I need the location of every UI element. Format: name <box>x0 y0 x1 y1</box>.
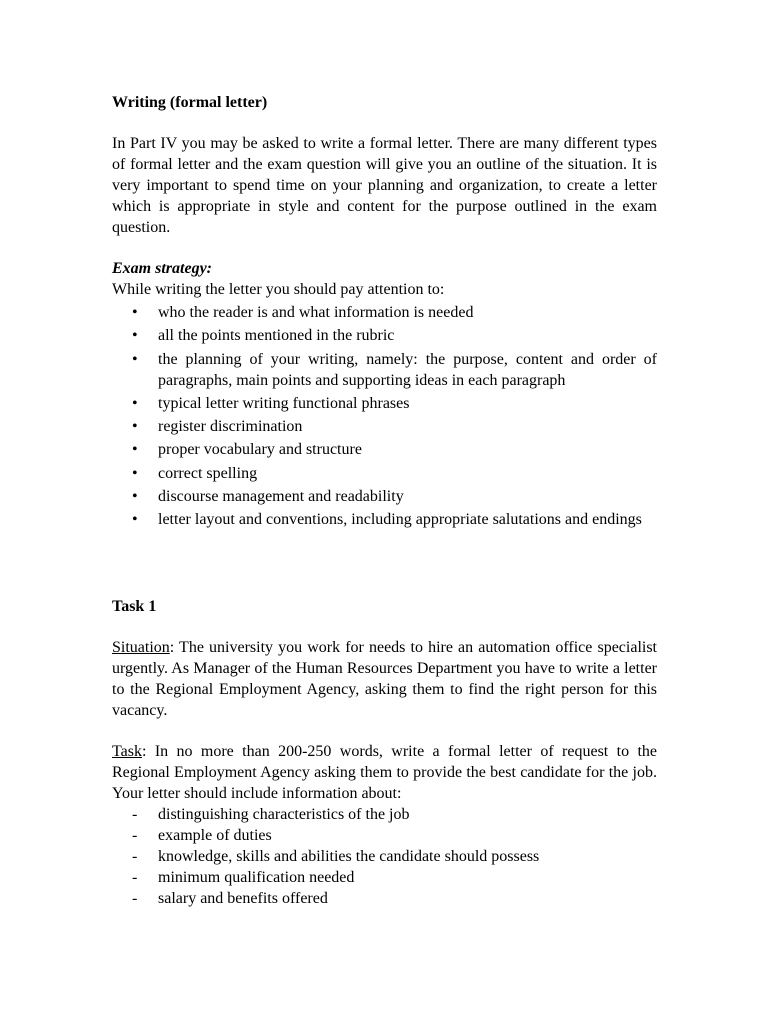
list-item <box>112 825 657 846</box>
bullet-icon: • <box>132 327 138 345</box>
situation-text: : The university you work for needs to hire an automation office specialist urgently. As Manager of the Human Resources Department you have to write a letter to the Regional Employment Agency, asking them to find the right person for this vacancy. <box>112 638 657 719</box>
list-item-text: correct spelling <box>158 464 258 482</box>
list-item-text: salary and benefits offered <box>158 889 328 907</box>
list-item <box>112 463 657 484</box>
task-list <box>112 804 657 909</box>
bullet-icon: • <box>132 464 138 482</box>
list-item <box>112 888 657 909</box>
task-label: Task <box>112 742 142 760</box>
list-item-text: distinguishing characteristics of the job <box>158 805 410 823</box>
list-item <box>112 349 657 391</box>
list-item-text: all the points mentioned in the rubric <box>158 327 395 345</box>
bullet-icon: • <box>132 511 138 529</box>
list-item-text: the planning of your writing, namely: the purpose, content and order of paragraphs, main points and supporting ideas in each paragraph <box>158 350 657 389</box>
spacer <box>112 721 657 741</box>
strategy-lead: While writing the letter you should pay attention to: <box>112 281 445 298</box>
situation-paragraph <box>112 637 657 721</box>
list-item-text: example of duties <box>158 826 272 844</box>
list-item <box>112 486 657 507</box>
list-item-text: minimum qualification needed <box>158 868 355 886</box>
list-item <box>112 325 657 346</box>
page-title: Writing (formal letter) <box>112 94 268 111</box>
list-item-text: who the reader is and what information is needed <box>158 304 474 321</box>
bullet-icon: • <box>132 394 138 412</box>
situation-label: Situation <box>112 638 170 656</box>
strategy-list <box>112 302 657 530</box>
spacer <box>112 238 657 258</box>
bullet-icon: • <box>132 488 138 506</box>
list-item-text: typical letter writing functional phrases <box>158 394 410 412</box>
dash-icon: - <box>132 805 138 823</box>
dash-icon: - <box>132 847 138 865</box>
list-item <box>112 393 657 414</box>
list-item-text: letter layout and conventions, including appropriate salutations and endings <box>158 511 642 529</box>
bullet-icon: • <box>132 304 138 321</box>
task-paragraph <box>112 741 657 804</box>
list-item <box>112 302 657 323</box>
task-text: : In no more than 200-250 words, write a formal letter of request to the Regional Employment Agency asking them to provide the best candidate for the job. Your letter should include information about: <box>112 742 657 802</box>
list-item <box>112 846 657 867</box>
strategy-title: Exam strategy: <box>112 260 212 277</box>
list-item <box>112 416 657 437</box>
bullet-icon: • <box>132 350 138 368</box>
list-item-text: register discrimination <box>158 418 303 436</box>
list-item-text: proper vocabulary and structure <box>158 441 362 459</box>
dash-icon: - <box>132 826 138 844</box>
list-item-text: knowledge, skills and abilities the candidate should possess <box>158 847 540 865</box>
bullet-icon: • <box>132 418 138 436</box>
list-item <box>112 867 657 888</box>
spacer <box>112 533 657 596</box>
list-item <box>112 804 657 825</box>
list-item-text: discourse management and readability <box>158 488 404 506</box>
intro-paragraph: In Part IV you may be asked to write a formal letter. There are many different types of formal letter and the exam question will give you an outline of the situation. It is very important to spend time on your planning and organization, to create a letter which is appropriate in style and content for the purpose outlined in the exam question. <box>112 135 657 236</box>
list-item <box>112 439 657 460</box>
task-title: Task 1 <box>112 597 157 615</box>
document-page <box>112 92 657 909</box>
list-item <box>112 509 657 530</box>
dash-icon: - <box>132 889 138 907</box>
bullet-icon: • <box>132 441 138 459</box>
dash-icon: - <box>132 868 138 886</box>
spacer <box>112 617 657 637</box>
spacer <box>112 113 657 133</box>
